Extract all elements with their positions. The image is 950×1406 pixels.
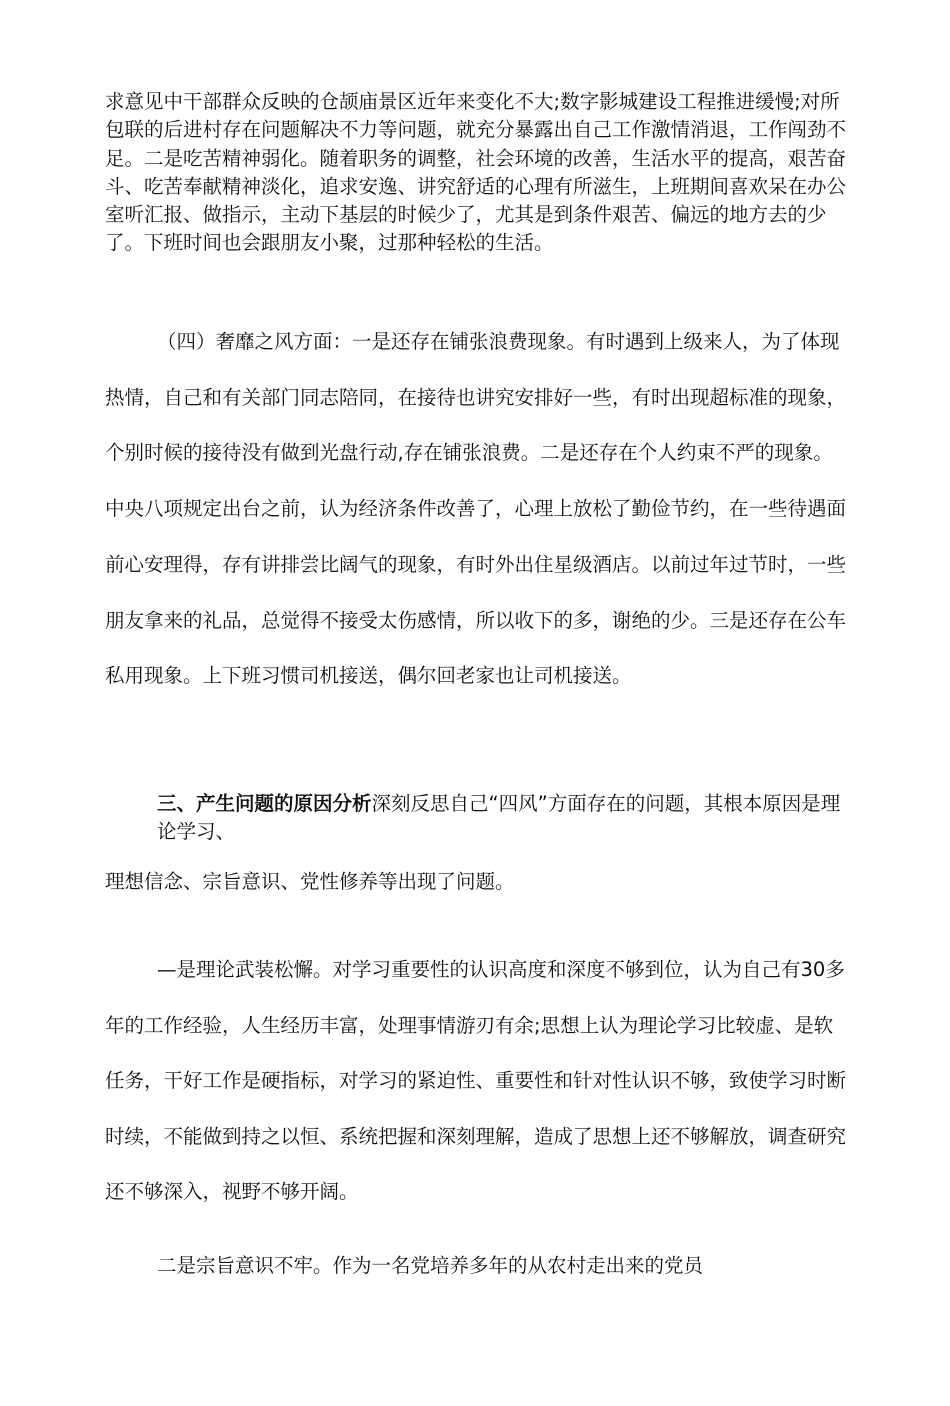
paragraph-extravagance-text: （四）奢靡之风方面：一是还存在铺张浪费现象。有时遇到上级来人，为了体现热情，自己和有关部门同志陪同，在接待也讲究安排好一些，有时出现超标准的现象，个别时候的接待没有做到光盘行动,存在铺张浪费。二是还存在个人约束不严的现象。中央八项规定出台之前，认为经济条件改善了，心理上放松了勤俭节约，在一些待遇面前心安理得，存有讲排尝比阔气的现象，有时外出住星级酒店。以前过年过节时，一些朋友拿来的礼品，总觉得不接受太伤感情，所以收下的多，谢绝的少。三是还存在公车私用现象。上下班习惯司机接送，偶尔回老家也让司机接送。: [105, 330, 847, 688]
section-3-heading: 三、产生问题的原因分析: [157, 792, 372, 815]
section-3-intro: [157, 790, 849, 846]
section-3-intro-text: 深刻反思自己“四风”方面存在的问题，其根本原因是理论学习、: [157, 792, 841, 843]
paragraph-theory-study: [105, 942, 850, 1220]
paragraph-purpose-awareness: [105, 1252, 850, 1280]
paragraph-work-spirit: 求意见中干部群众反映的仓颉庙景区近年来变化不大;数字影城建设工程推进缓慢;对所包联的后进村存在问题解决不力等问题，就充分暴露出自己工作激情消退，工作闯劲不足。二是吃苦精神弱化。随着职务的调整，社会环境的改善，生活水平的提高，艰苦奋斗、吃苦奉献精神淡化，追求安逸、讲究舒适的心理有所滋生，上班期间喜欢呆在办公室听汇报、做指示，主动下基层的时候少了，尤其是到条件艰苦、偏远的地方去的少了。下班时间也会跟朋友小聚，过那种轻松的生活。: [105, 90, 847, 255]
section-3-intro-continued: 理想信念、宗旨意识、党性修养等出现了问题。: [105, 870, 515, 893]
paragraph-purpose-awareness-text: 二是宗旨意识不牢。作为一名党培养多年的从农村走出来的党员: [157, 1254, 704, 1277]
paragraph-theory-study-text: —是理论武装松懈。对学习重要性的认识高度和深度不够到位，认为自己有30多年的工作经验，人生经历丰富，处理事情游刃有余;思想上认为理论学习比较虚、是软任务，干好工作是硬指标，对学习的紧迫性、重要性和针对性认识不够，致使学习时断时续，不能做到持之以恒、系统把握和深刻理解，造成了思想上还不够解放，调查研究还不够深入，视野不够开阔。: [105, 958, 847, 1203]
paragraph-extravagance: [105, 314, 850, 704]
